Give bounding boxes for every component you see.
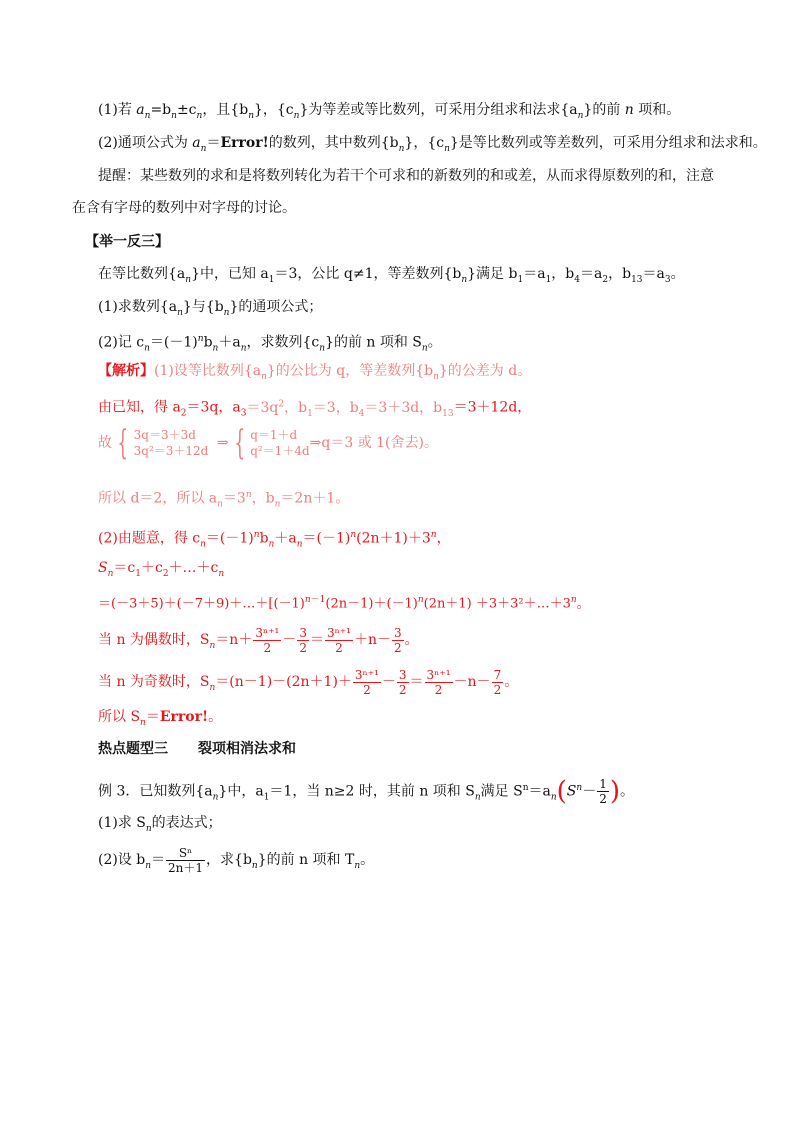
solution-line-7: $=(-3+5)+(-7+9)+\dots+[(-1)^{n-1}(2n-1)+(-1)^n(2n+1)$ $+3+3^2+\dots+3^n$。 [98, 595, 590, 612]
tip-line-2: 在含有字母的数列中对字母的讨论。 [72, 200, 296, 216]
example3-question-1: (1)求 $S_n$的表达式； [98, 815, 222, 834]
solution-odd-case: 当 n 为奇数时，$S_n=(n-1)-(2n+1)+$ $\frac{\text{3ⁿ⁺¹}}{2}$ － $\frac{3}{2}$ ＝ $\frac{\text{3ⁿ⁺¹}}{2}$ －n－ $\frac{7}{2}$ 。 [98, 667, 519, 697]
problem-statement: 在等比数列$\{a_n\}$中，已知 $a_1=3$，公比 q≠1，等差数列$\{b_n\}$满足 $b_1=a_1$，$b_4=a_2$，$b_{13}=a_3$。 [98, 266, 685, 285]
problem-question-1: (1)求数列$\{a_n\}$与$\{b_n\}$的通项公式； [98, 299, 323, 318]
problem-question-2: (2)记 $c_n=(-1)^nb_n+a_n$，求数列$\{c_n\}$的前 n 项和 $S_n$。 [98, 334, 442, 354]
solution-tag: 【解析】 [98, 363, 154, 379]
rule-2: (2)通项公式为 $a_n=Error$!的数列，其中数列$\{b_n\}$，$\{c_n\}$是等比数列或等差数列，可采用分组求和法求和。 [98, 135, 767, 154]
solution-even-case: 当 n 为偶数时，$S_n=n+$ $\frac{\text{3ⁿ⁺¹}}{2}$ － $\frac{3}{2}$ ＝ $\frac{\text{3ⁿ⁺¹}}{2}$ ＋n－ $\frac{3}{2}$ 。 [98, 625, 419, 655]
hot-type-heading: 热点题型三 裂项相消法求和 [98, 741, 296, 757]
solution-line-5: (2)由题意，得 $c_n=(-1)^nb_n+a_n=(-1)^n(2n+1)+3^n$， [98, 530, 451, 550]
solution-line-4: 所以 d＝2，所以 $a_n=3^n$，$b_n=2n+1$。 [98, 490, 350, 510]
example3-question-2: (2)设 $b_n=$ $\frac{\text{Sⁿ}}{2n+1}$ ，求$\{b_n\}$的前 n 项和 $T_n$。 [98, 845, 375, 875]
solution-line-2: 由已知，得 $a_2=3q$，$a_3=3q^2$，$b_1=3$，$b_4=3+3d$，$b_{13}=3+12d$， [98, 399, 532, 419]
example3-statement: 例 3．已知数列$\{a_n\}$中，$a_1=1$，当 n≥2 时，其前 n 项和 $S_n$满足 $S^n=a_n(S^n-$ $\frac{1}{2}$ )。 [98, 776, 634, 807]
solution-system: 故 { 3q＝3＋3d 3q²＝3＋12d ⇒ { q＝1＋d q²＝1＋4d ⇒q＝3 或 1(舍去)。 [98, 423, 438, 463]
solution-line-6: $S_n=c_1+c_2+\dots+c_n$ [98, 560, 225, 579]
tip-line-1: 提醒：某些数列的求和是将数列转化为若干个可求和的新数列的和或差，从而求得原数列的和，注意 [98, 168, 714, 184]
solution-final: 所以 $S_n=Error$!。 [98, 709, 223, 728]
section-heading-example: 【举一反三】 [85, 234, 169, 250]
rule-1: (1)若 $a_n=b_n\pm c_n$，且$\{b_n\}$，$\{c_n\}$为等差或等比数列，可采用分组求和法求$\{a_n\}$的前 n 项和。 [98, 102, 681, 121]
solution-line-1: 【解析】(1)设等比数列$\{a_n\}$的公比为 q，等差数列$\{b_n\}$的公差为 d。 [98, 363, 532, 382]
